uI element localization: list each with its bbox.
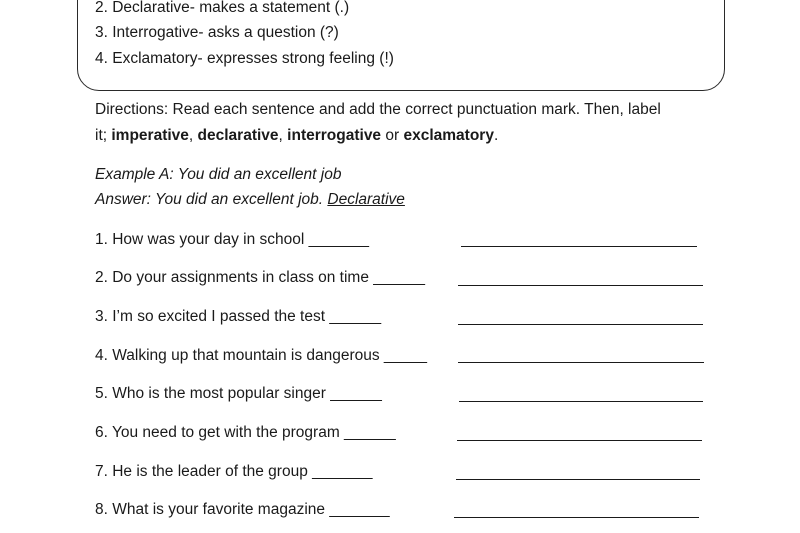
answer-line-4[interactable] — [458, 362, 704, 363]
label-interrogative: interrogative — [287, 127, 382, 144]
question-2: 2. Do your assignments in class on time ______ — [95, 269, 425, 286]
label-imperative: imperative — [111, 127, 189, 144]
answer-line-2[interactable] — [458, 285, 703, 286]
question-7: 7. He is the leader of the group _______ — [95, 463, 373, 480]
answer-line-3[interactable] — [458, 324, 703, 325]
question-5: 5. Who is the most popular singer ______ — [95, 385, 382, 402]
type-interrogative: 3. Interrogative- asks a question (?) — [95, 24, 339, 41]
answer-line-7[interactable] — [456, 479, 700, 480]
question-6: 6. You need to get with the program ______ — [95, 424, 396, 441]
answer-line-6[interactable] — [457, 440, 702, 441]
directions-line-2: it; imperative, declarative, interrogative or exclamatory. — [95, 127, 499, 144]
answer-line-5[interactable] — [459, 401, 703, 402]
type-exclamatory: 4. Exclamatory- expresses strong feeling (!) — [95, 50, 394, 67]
answer-line-1[interactable] — [461, 246, 697, 247]
answer-line-8[interactable] — [454, 517, 699, 518]
type-declarative: 2. Declarative- makes a statement (.) — [95, 0, 350, 16]
label-declarative: declarative — [197, 127, 279, 144]
example-sentence: Example A: You did an excellent job — [95, 166, 342, 183]
question-4: 4. Walking up that mountain is dangerous _____ — [95, 347, 428, 364]
label-exclamatory: exclamatory — [403, 127, 494, 144]
example-answer-label: Declarative — [327, 191, 405, 208]
question-3: 3. I’m so excited I passed the test ______ — [95, 308, 382, 325]
example-answer: Answer: You did an excellent job. Declarative — [95, 191, 405, 208]
question-1: 1. How was your day in school _______ — [95, 231, 369, 248]
directions-line-1: Directions: Read each sentence and add the correct punctuation mark. Then, label — [95, 101, 661, 118]
question-8: 8. What is your favorite magazine _______ — [95, 501, 390, 518]
